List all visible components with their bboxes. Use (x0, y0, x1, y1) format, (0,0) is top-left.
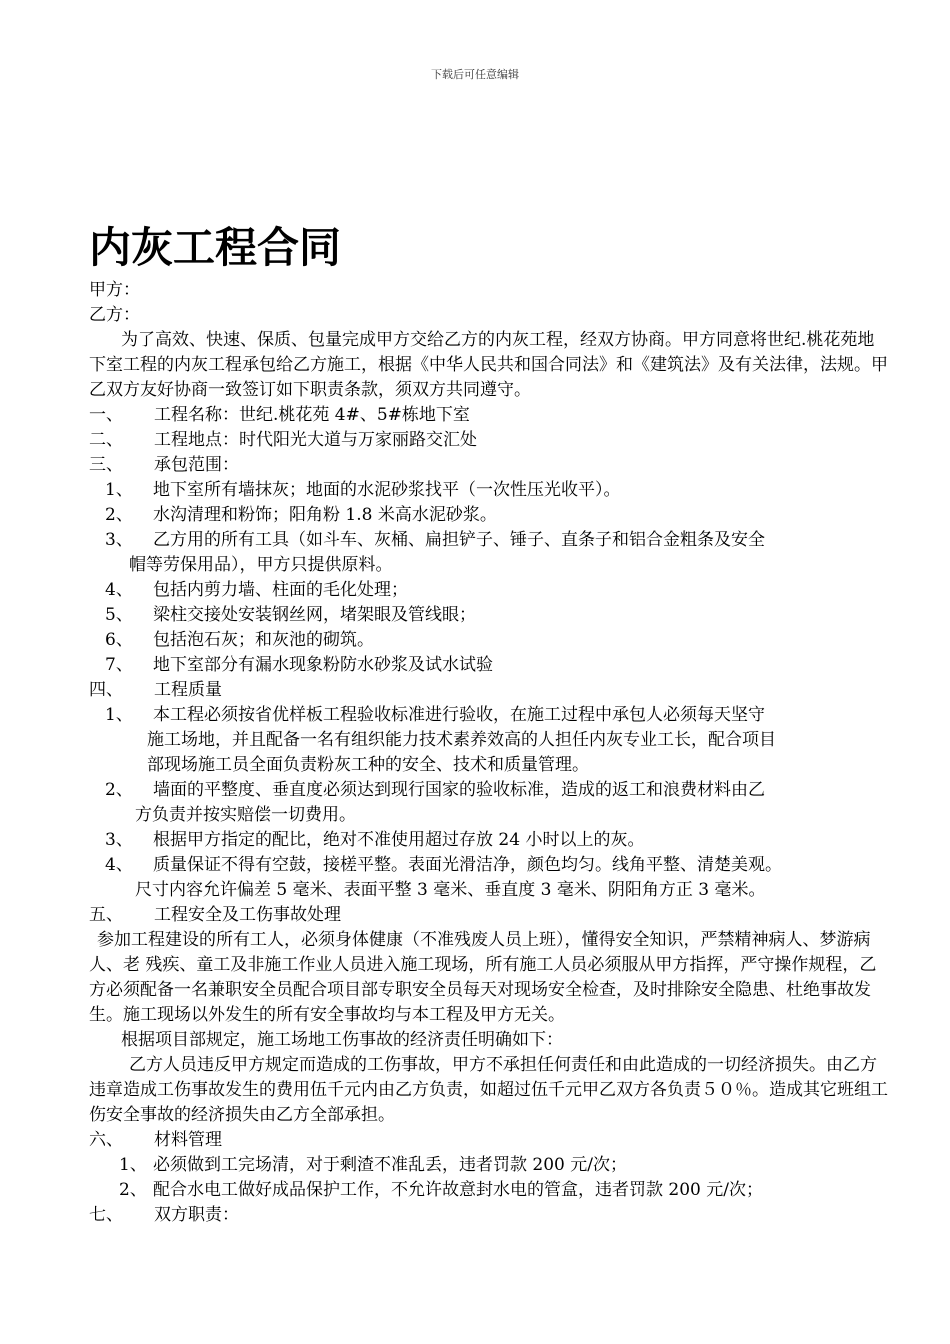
section-text: 工程地点：时代阳光大道与万家丽路交汇处 (154, 430, 477, 450)
item-text: 乙方用的所有工具（如斗车、灰桶、扁担铲子、锤子、直条子和铝合金粗条及安全 (153, 530, 765, 550)
item-number: 2、 (119, 1180, 147, 1200)
item-continuation: 方负责并按实赔偿一切费用。 (135, 805, 356, 825)
item-text: 本工程必须按省优样板工程验收标准进行验收，在施工过程中承包人必须每天坚守 (153, 705, 765, 725)
item-number: 3、 (105, 530, 133, 550)
section-text: 承包范围： (154, 455, 239, 475)
item-continuation: 部现场施工员全面负责粉灰工种的安全、技术和质量管理。 (147, 755, 589, 775)
intro-paragraph: 为了高效、快速、保质、包量完成甲方交给乙方的内灰工程，经双方协商。甲方同意将世纪.桃花苑地下室工程的内灰工程承包给乙方施工，根据《中华人民共和国合同法》和《建筑法》及有关法律，法规。甲乙双方友好协商一致签订如下职责条款，须双方共同遵守。 (89, 330, 888, 400)
item-text: 地下室所有墙抹灰；地面的水泥砂浆找平（一次性压光收平）。 (153, 480, 621, 500)
list-item (89, 653, 889, 678)
injury-liability-paragraph: 乙方人员违反甲方规定而造成的工伤事故，甲方不承担任何责任和由此造成的一切经济损失。由乙方违章造成工伤事故发生的费用伍千元内由乙方负责，如超过伍千元甲乙双方各负责５０％。造成其它班组工伤安全事故的经济损失由乙方全部承担。 (89, 1055, 888, 1125)
section-number: 二、 (89, 430, 123, 450)
header-note: 下载后可任意编辑 (431, 68, 519, 81)
item-text: 水沟清理和粉饰；阳角粉 1.8 米高水泥砂浆。 (153, 505, 497, 525)
item-continuation: 施工场地，并且配备一名有组织能力技术素养效高的人担任内灰专业工长，配合项目 (147, 730, 776, 750)
section-number: 六、 (89, 1130, 123, 1150)
item-text: 地下室部分有漏水现象粉防水砂浆及试水试验 (153, 655, 493, 675)
section-3 (89, 453, 889, 478)
section-text: 工程安全及工伤事故处理 (154, 905, 341, 925)
section-5 (89, 903, 889, 928)
section-text: 材料管理 (154, 1130, 222, 1150)
section-7 (89, 1203, 889, 1228)
list-item (89, 853, 889, 878)
section-4 (89, 678, 889, 703)
section-number: 三、 (89, 455, 123, 475)
item-number: 7、 (105, 655, 133, 675)
section-number: 七、 (89, 1205, 123, 1225)
item-number: 1、 (105, 705, 133, 725)
injury-rule-paragraph: 根据项目部规定，施工场地工伤事故的经济责任明确如下： (121, 1030, 563, 1050)
item-text: 墙面的平整度、垂直度必须达到现行国家的验收标准，造成的返工和浪费材料由乙 (153, 780, 765, 800)
list-item (89, 478, 889, 503)
party-a: 甲方： (89, 280, 140, 300)
section-6 (89, 1128, 889, 1153)
section-number: 四、 (89, 680, 123, 700)
section-1 (89, 403, 889, 428)
list-item (89, 1153, 889, 1178)
item-text: 质量保证不得有空鼓，接槎平整。表面光滑洁净，颜色均匀。线角平整、清楚美观。 (153, 855, 782, 875)
section-number: 一、 (89, 405, 123, 425)
list-item (89, 828, 889, 853)
item-number: 2、 (105, 780, 133, 800)
section-text: 工程名称：世纪.桃花苑 4#、5#栋地下室 (154, 405, 470, 425)
contract-document (89, 220, 889, 1228)
document-title: 内灰工程合同 (89, 223, 342, 272)
item-continuation: 帽等劳保用品），甲方只提供原料。 (129, 555, 393, 575)
item-number: 4、 (105, 855, 133, 875)
list-item (89, 603, 889, 628)
item-text: 必须做到工完场清，对于剩渣不准乱丢，违者罚款 200 元/次； (153, 1155, 627, 1175)
list-item (89, 528, 889, 553)
item-number: 5、 (105, 605, 133, 625)
section-2 (89, 428, 889, 453)
section-number: 五、 (89, 905, 123, 925)
list-item (89, 628, 889, 653)
section-text: 工程质量 (154, 680, 222, 700)
party-b: 乙方： (89, 305, 140, 325)
list-item (89, 578, 889, 603)
item-number: 2、 (105, 505, 133, 525)
list-item (89, 703, 889, 728)
item-number: 1、 (119, 1155, 147, 1175)
item-continuation: 尺寸内容允许偏差 5 毫米、表面平整 3 毫米、垂直度 3 毫米、阴阳角方正 3 毫米。 (135, 880, 766, 900)
item-number: 1、 (105, 480, 133, 500)
safety-paragraph: 参加工程建设的所有工人，必须身体健康（不准残废人员上班），懂得安全知识，严禁精神病人、梦游病人、老 残疾、童工及非施工作业人员进入施工现场，所有施工人员必须服从甲方指挥，严守操作规程，乙方必须配备一名兼职安全员配合项目部专职安全员每天对现场安全检查，及时排除安全隐患、杜绝事故发生。施工现场以外发生的所有安全事故均与本工程及甲方无关。 (89, 930, 877, 1025)
item-number: 4、 (105, 580, 133, 600)
item-text: 梁柱交接处安装钢丝网，堵架眼及管线眼； (153, 605, 476, 625)
list-item (89, 1178, 889, 1203)
list-item (89, 503, 889, 528)
list-item (89, 778, 889, 803)
item-number: 6、 (105, 630, 133, 650)
item-text: 根据甲方指定的配比，绝对不准使用超过存放 24 小时以上的灰。 (153, 830, 645, 850)
section-text: 双方职责： (154, 1205, 239, 1225)
item-number: 3、 (105, 830, 133, 850)
item-text: 配合水电工做好成品保护工作，不允许故意封水电的管盒，违者罚款 200 元/次； (153, 1180, 763, 1200)
item-text: 包括泡石灰；和灰池的砌筑。 (153, 630, 374, 650)
item-text: 包括内剪力墙、柱面的毛化处理； (153, 580, 408, 600)
